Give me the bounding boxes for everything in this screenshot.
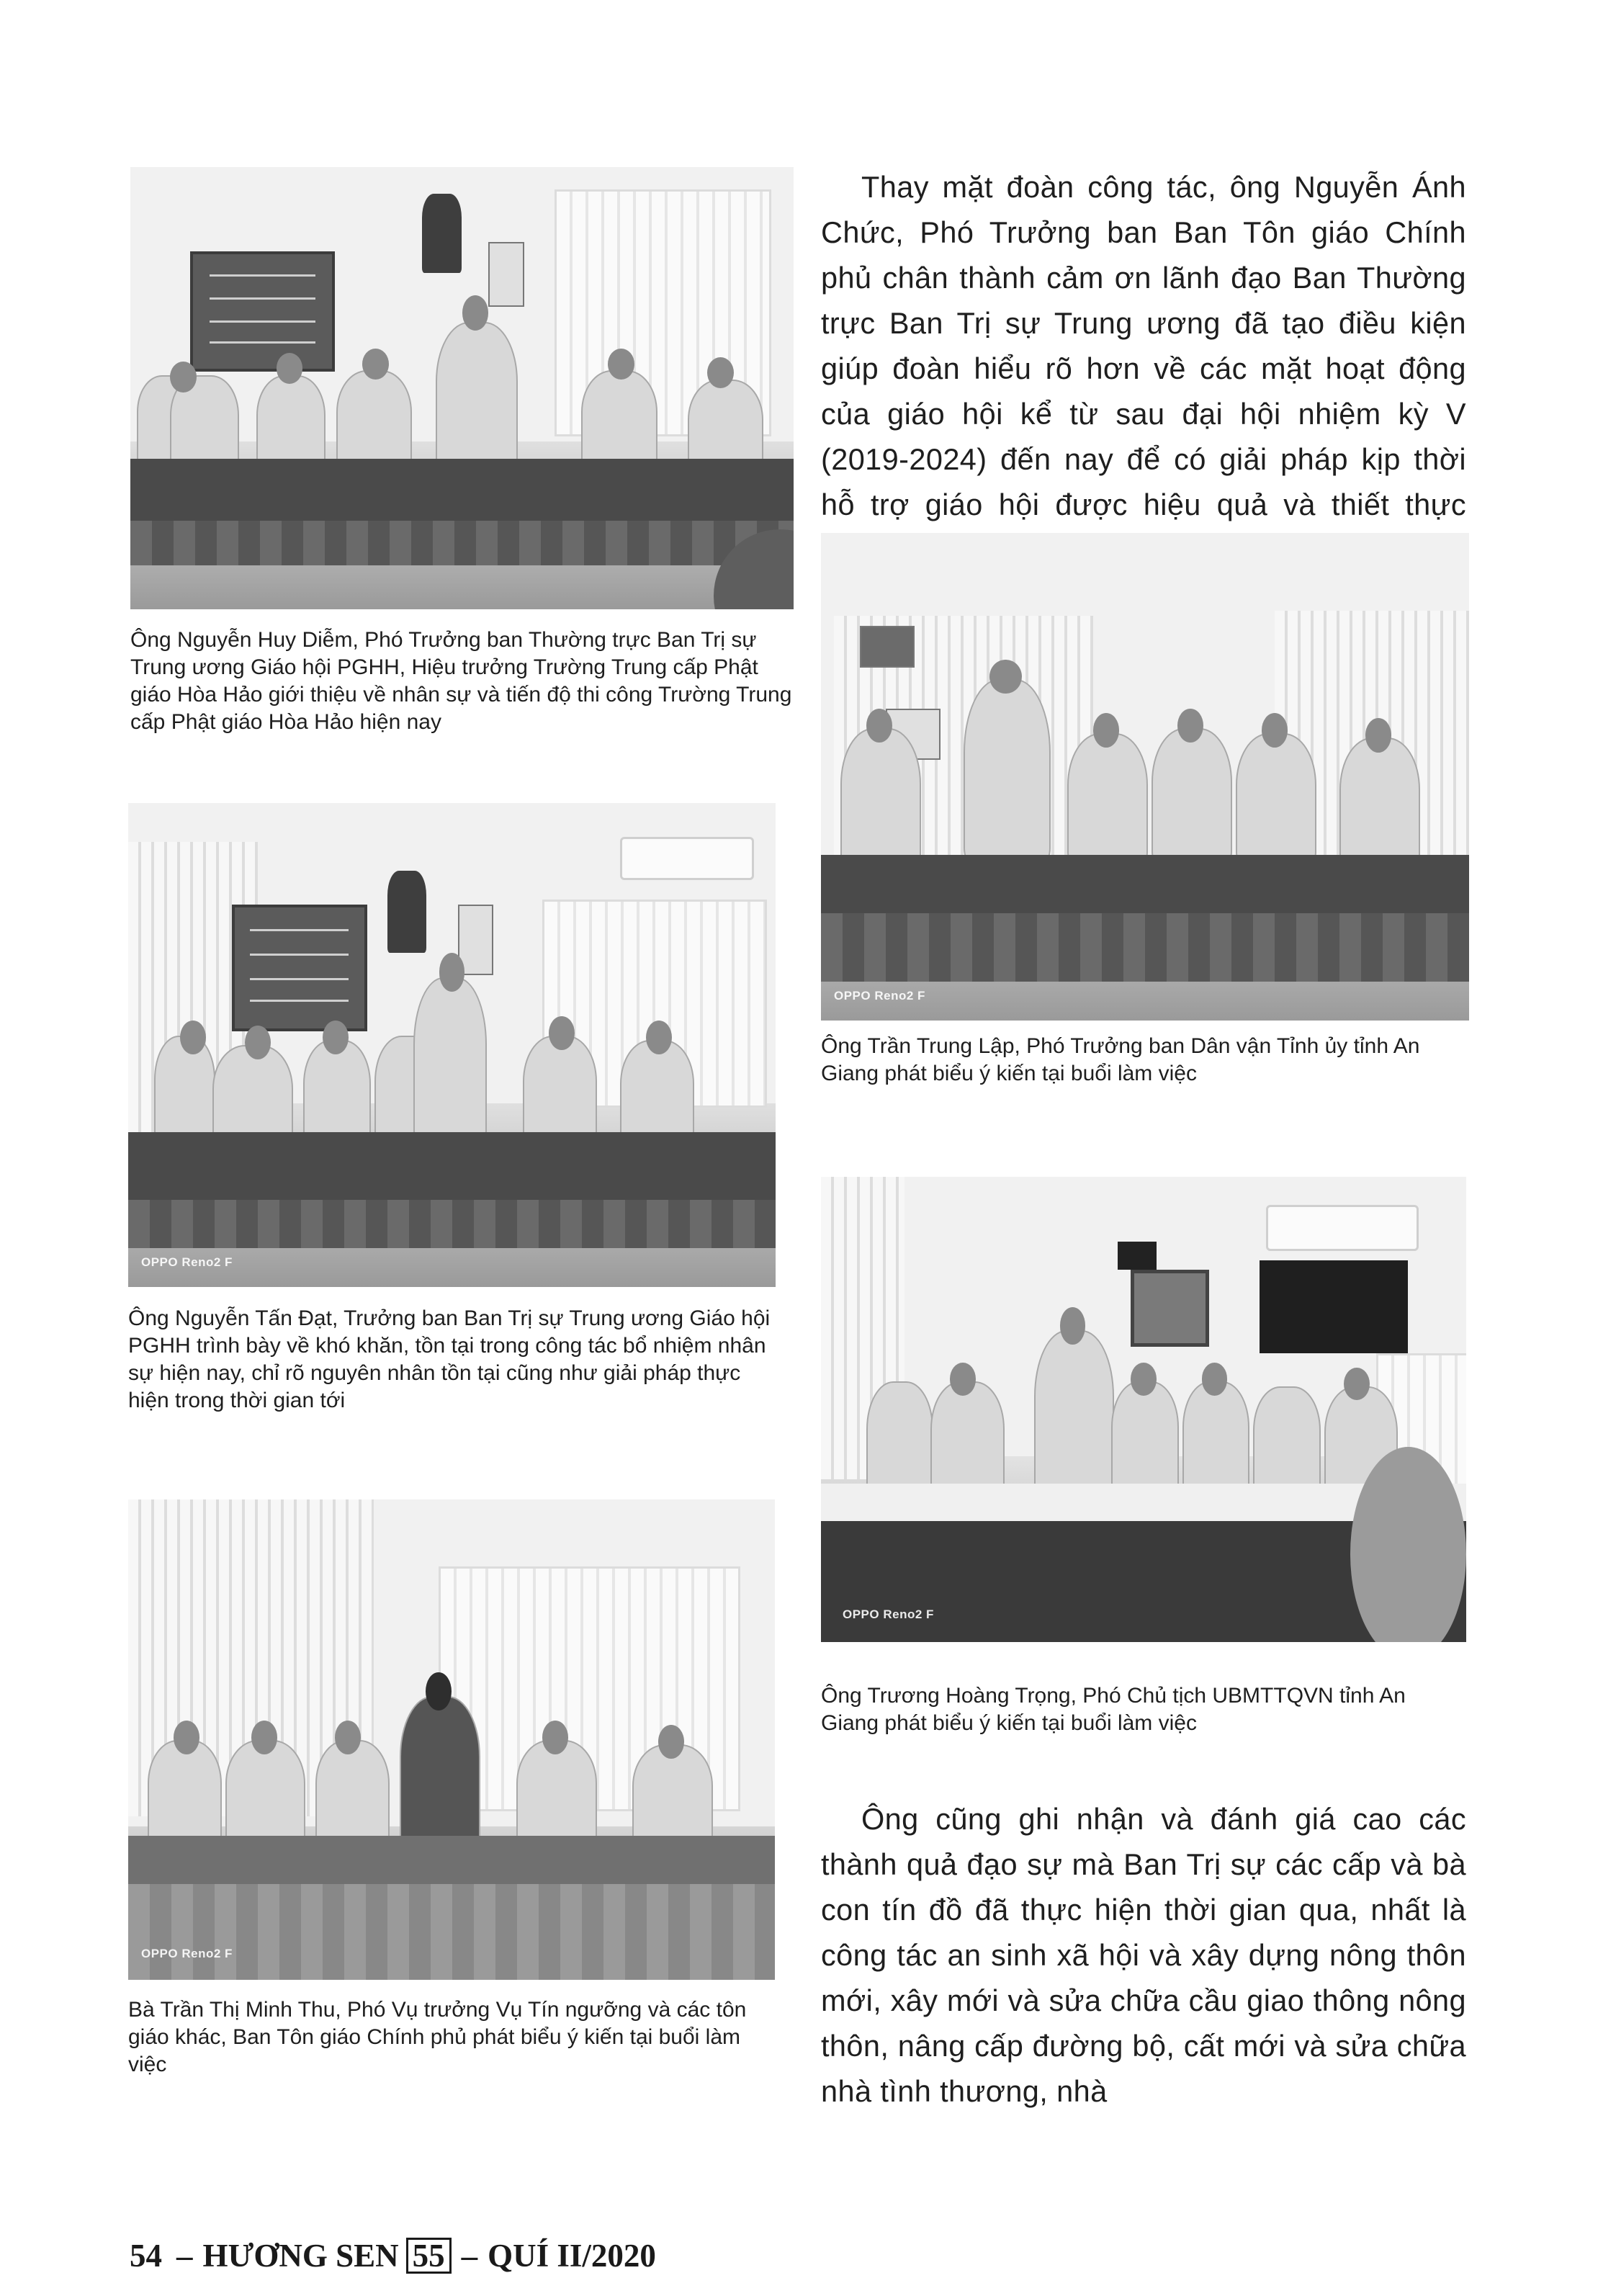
caption-4: Ông Trương Hoàng Trọng, Phó Chủ tịch UBMTTQVN tỉnh An Giang phát biểu ý kiến tại buổi làm việc xyxy=(821,1684,1406,1735)
page-footer xyxy=(130,2236,656,2276)
paragraph-2: Ông cũng ghi nhận và đánh giá cao các thành quả đạo sự mà Ban Trị sự các cấp và bà con tín đồ đã thực hiện thời gian qua, nhất là công tác an sinh xã hội và xây dựng nông thôn mới, xây mới và sửa chữa cầu giao thông nông thôn, nâng cấp đường bộ, cất mới và sửa chữa nhà tình thương, nhà xyxy=(821,1802,1466,2108)
photo-3 xyxy=(128,803,776,1287)
footer-dash-2: – xyxy=(461,2238,478,2274)
watermark-4: OPPO Reno2 F xyxy=(843,1607,934,1621)
footer-dash-1: – xyxy=(176,2238,193,2274)
paragraph-1: Thay mặt đoàn công tác, ông Nguyễn Ánh Chức, Phó Trưởng ban Ban Tôn giáo Chính phủ chân thành cảm ơn lãnh đạo Ban Thường trực Ban Trị sự Trung ương đã tạo điều kiện giúp đoàn hiểu rõ hơn về các mặt hoạt động của giáo hội kể từ sau đại hội nhiệm kỳ V (2019-2024) đến nay để có giải pháp kịp thời hỗ trợ giáo hội được hiệu quả và thiết thực xyxy=(821,170,1466,521)
watermark-2: OPPO Reno2 F xyxy=(834,989,925,1003)
photo-4 xyxy=(821,1177,1466,1642)
photo-2 xyxy=(821,533,1469,1021)
caption-5: Bà Trần Thị Minh Thu, Phó Vụ trưởng Vụ Tín ngưỡng và các tôn giáo khác, Ban Tôn giáo Chính phủ phát biểu ý kiến tại buổi làm việc xyxy=(128,1998,747,2076)
caption-3: Ông Nguyễn Tấn Đạt, Trưởng ban Ban Trị sự Trung ương Giáo hội PGHH trình bày về khó khăn, tồn tại trong công tác bổ nhiệm nhân sự hiện nay, chỉ rõ nguyên nhân tồn tại cũng như giải pháp thực hiện trong thời gian tới xyxy=(128,1306,771,1412)
watermark-3: OPPO Reno2 F xyxy=(141,1255,233,1269)
caption-1: Ông Nguyễn Huy Diễm, Phó Trưởng ban Thường trực Ban Trị sự Trung ương Giáo hội PGHH, Hiệu trưởng Trường Trung cấp Phật giáo Hòa Hảo giới thiệu về nhân sự và tiến độ thi công Trường Trung cấp Phật giáo Hòa Hảo hiện nay xyxy=(130,628,792,734)
issue-period: QUÍ II/2020 xyxy=(488,2238,656,2274)
photo-5 xyxy=(128,1499,775,1980)
magazine-title: HƯƠNG SEN xyxy=(202,2238,399,2274)
photo-1 xyxy=(130,167,794,609)
issue-number-box: 55 xyxy=(406,2238,452,2274)
page-number: 54 xyxy=(130,2238,162,2274)
watermark-5: OPPO Reno2 F xyxy=(141,1947,233,1960)
caption-2: Ông Trần Trung Lập, Phó Trưởng ban Dân vận Tỉnh ủy tỉnh An Giang phát biểu ý kiến tại buổi làm việc xyxy=(821,1034,1420,1085)
